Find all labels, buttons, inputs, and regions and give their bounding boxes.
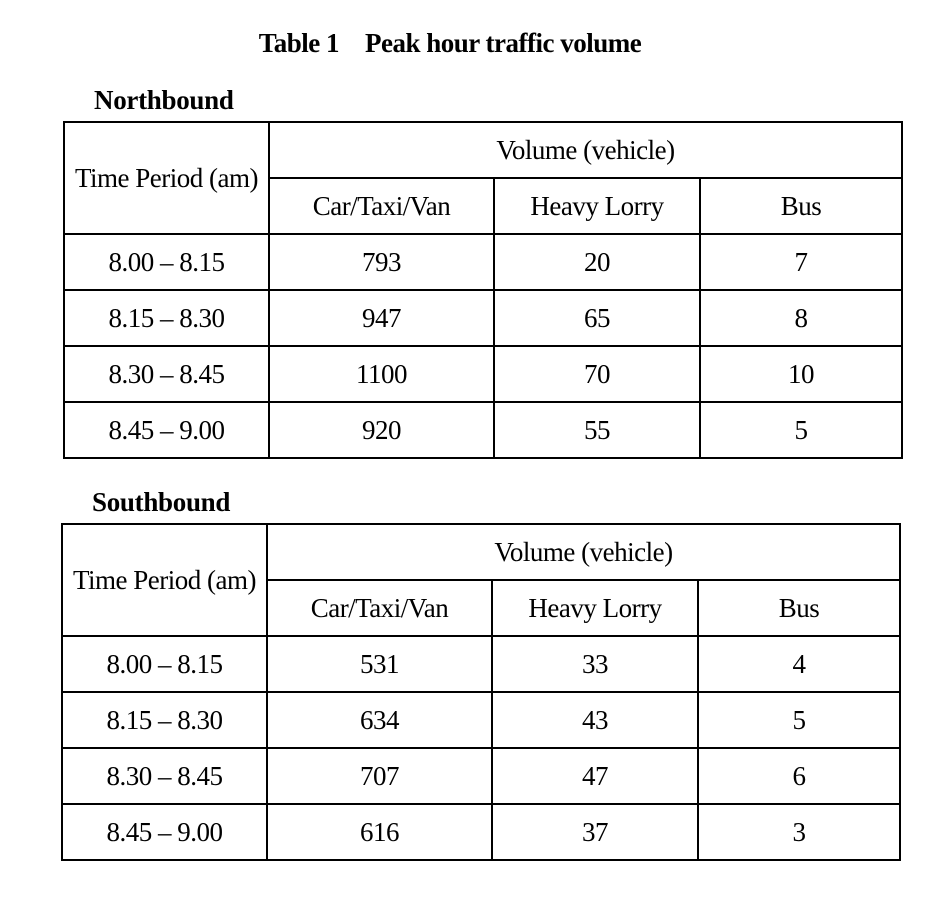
table-row xyxy=(64,234,902,290)
bus-cell: 3 xyxy=(698,804,900,860)
car-column-header: Car/Taxi/Van xyxy=(267,580,492,636)
car-cell: 947 xyxy=(269,290,494,346)
bus-column-header: Bus xyxy=(698,580,900,636)
period-cell: 8.30 – 8.45 xyxy=(62,748,267,804)
period-cell: 8.15 – 8.30 xyxy=(64,290,269,346)
lorry-cell: 20 xyxy=(494,234,700,290)
northbound-title: Northbound xyxy=(94,85,234,115)
period-cell: 8.30 – 8.45 xyxy=(64,346,269,402)
car-column-header: Car/Taxi/Van xyxy=(269,178,494,234)
caption-label: Table 1 xyxy=(258,28,340,58)
bus-cell: 7 xyxy=(700,234,902,290)
lorry-cell: 65 xyxy=(494,290,700,346)
header-row xyxy=(64,122,902,178)
table-row xyxy=(64,290,902,346)
southbound-title: Southbound xyxy=(92,487,231,517)
northbound-table xyxy=(63,121,903,459)
lorry-cell: 43 xyxy=(492,692,698,748)
lorry-cell: 55 xyxy=(494,402,700,458)
lorry-cell: 70 xyxy=(494,346,700,402)
header-row xyxy=(62,524,900,580)
caption-title: Peak hour traffic volume xyxy=(365,28,642,58)
period-cell: 8.45 – 9.00 xyxy=(62,804,267,860)
lorry-cell: 33 xyxy=(492,636,698,692)
lorry-column-header: Heavy Lorry xyxy=(494,178,700,234)
table-row xyxy=(62,636,900,692)
car-cell: 920 xyxy=(269,402,494,458)
lorry-cell: 47 xyxy=(492,748,698,804)
bus-cell: 5 xyxy=(700,402,902,458)
table-row xyxy=(62,804,900,860)
table-row xyxy=(62,692,900,748)
car-cell: 531 xyxy=(267,636,492,692)
period-cell: 8.00 – 8.15 xyxy=(64,234,269,290)
table-row xyxy=(64,346,902,402)
bus-cell: 5 xyxy=(698,692,900,748)
car-cell: 616 xyxy=(267,804,492,860)
car-cell: 707 xyxy=(267,748,492,804)
car-cell: 793 xyxy=(269,234,494,290)
car-cell: 1100 xyxy=(269,346,494,402)
table-row xyxy=(64,402,902,458)
lorry-column-header: Heavy Lorry xyxy=(492,580,698,636)
table-row xyxy=(62,748,900,804)
bus-column-header: Bus xyxy=(700,178,902,234)
period-cell: 8.45 – 9.00 xyxy=(64,402,269,458)
volume-group-header: Volume (vehicle) xyxy=(269,122,902,178)
bus-cell: 8 xyxy=(700,290,902,346)
period-cell: 8.15 – 8.30 xyxy=(62,692,267,748)
bus-cell: 6 xyxy=(698,748,900,804)
bus-cell: 10 xyxy=(700,346,902,402)
time-period-header: Time Period (am) xyxy=(64,122,269,234)
southbound-table xyxy=(61,523,901,861)
car-cell: 634 xyxy=(267,692,492,748)
table-caption xyxy=(0,28,900,59)
volume-group-header: Volume (vehicle) xyxy=(267,524,900,580)
period-cell: 8.00 – 8.15 xyxy=(62,636,267,692)
bus-cell: 4 xyxy=(698,636,900,692)
lorry-cell: 37 xyxy=(492,804,698,860)
time-period-header: Time Period (am) xyxy=(62,524,267,636)
